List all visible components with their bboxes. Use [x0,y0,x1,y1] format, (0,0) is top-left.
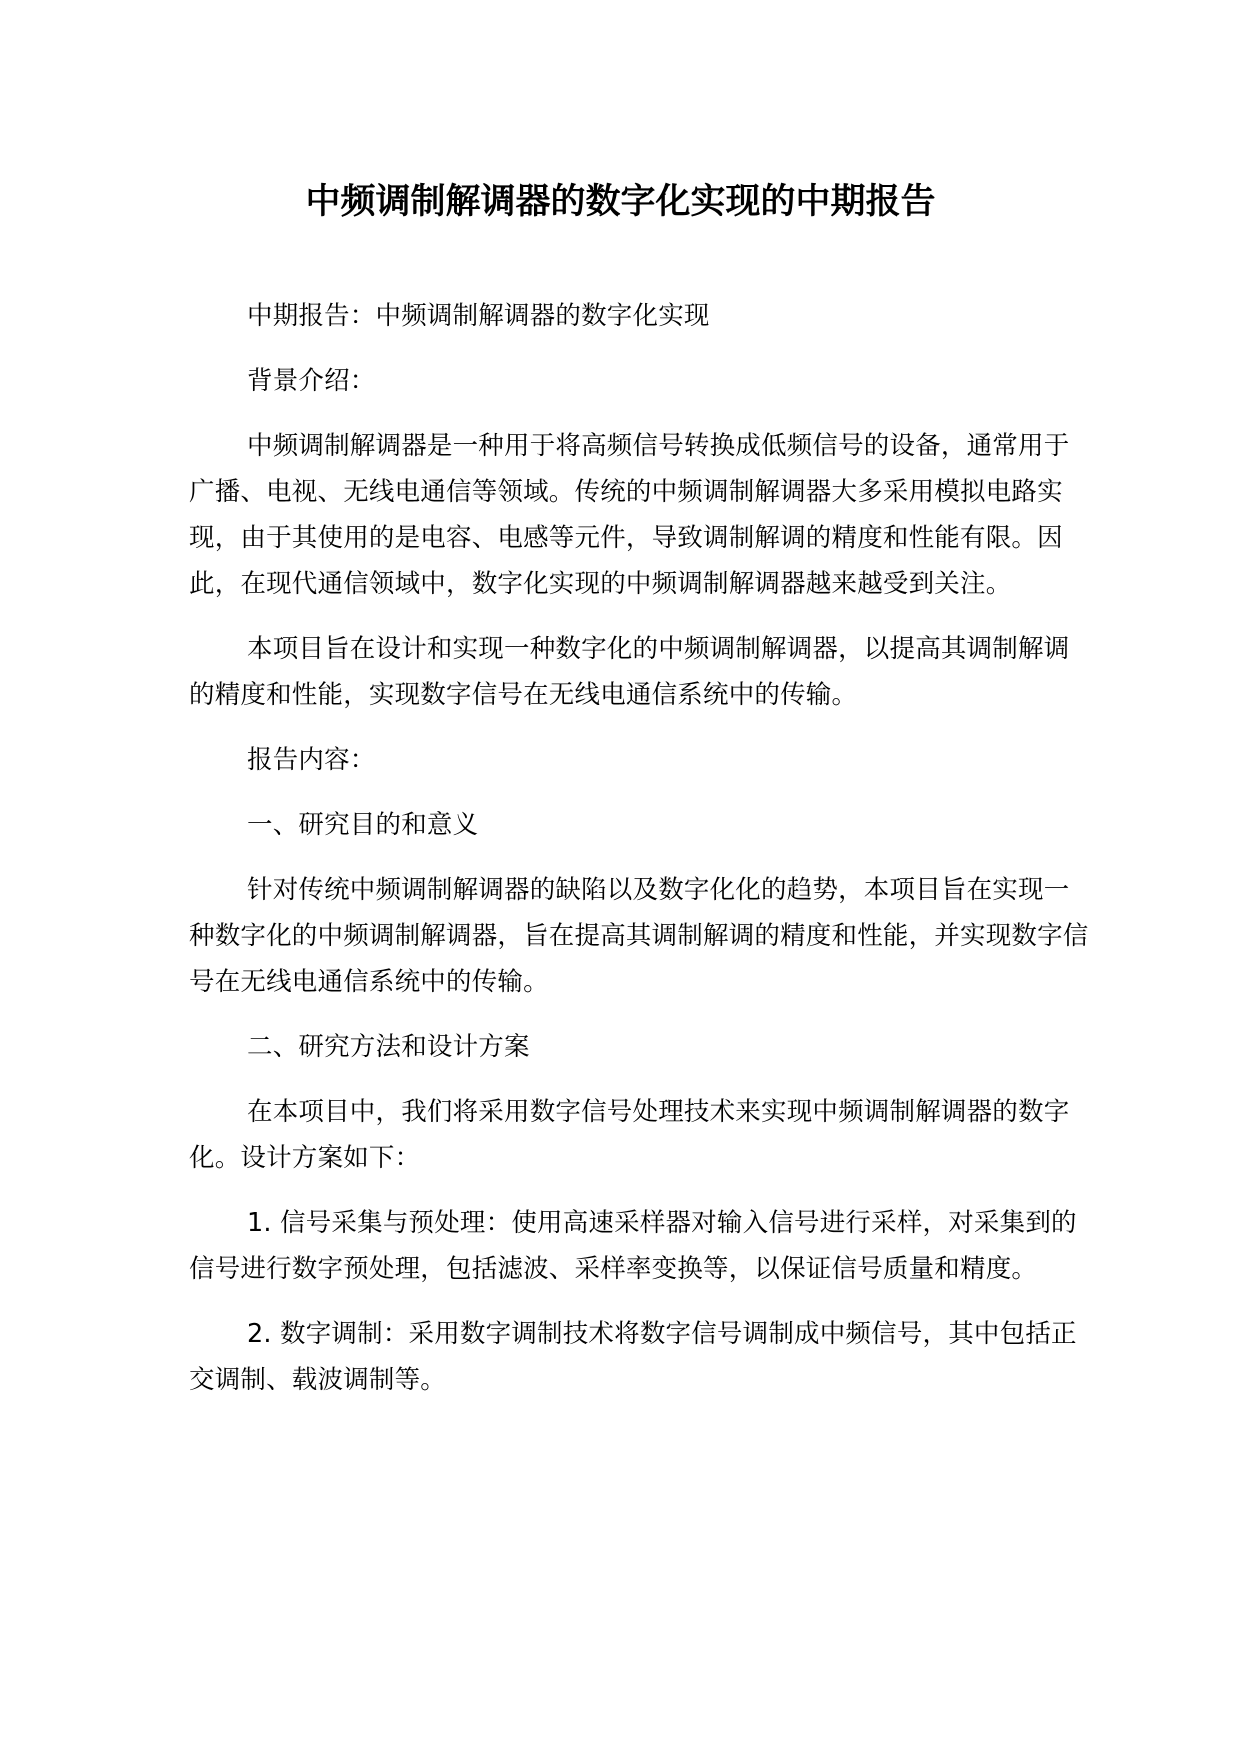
paragraph-project-goal: 本项目旨在设计和实现一种数字化的中频调制解调器，以提高其调制解调的精度和性能，实现数字信号在无线电通信系统中的传输。 [189,634,1070,710]
paragraph-content-label: 报告内容： [247,745,376,775]
paragraph-report-heading: 中期报告：中频调制解调器的数字化实现 [247,301,710,331]
section-heading-1: 一、研究目的和意义 [247,810,479,840]
list-item-1: 1. 信号采集与预处理：使用高速采样器对输入信号进行采样，对采集到的信号进行数字预处理，包括滤波、采样率变换等，以保证信号质量和精度。 [189,1208,1077,1284]
paragraph-background: 中频调制解调器是一种用于将高频信号转换成低频信号的设备，通常用于广播、电视、无线电通信等领域。传统的中频调制解调器大多采用模拟电路实现，由于其使用的是电容、电感等元件，导致调制解调的精度和性能有限。因此，在现代通信领域中，数字化实现的中频调制解调器越来越受到关注。 [189,431,1070,599]
document-title: 中频调制解调器的数字化实现的中期报告 [305,182,936,222]
section-heading-2: 二、研究方法和设计方案 [247,1032,530,1062]
paragraph-method: 在本项目中，我们将采用数字信号处理技术来实现中频调制解调器的数字化。设计方案如下： [189,1097,1070,1173]
document-body [189,293,1089,1403]
list-item-2: 2. 数字调制：采用数字调制技术将数字信号调制成中频信号，其中包括正交调制、载波调制等。 [189,1319,1077,1395]
paragraph-purpose: 针对传统中频调制解调器的缺陷以及数字化化的趋势，本项目旨在实现一种数字化的中频调制解调器，旨在提高其调制解调的精度和性能，并实现数字信号在无线电通信系统中的传输。 [189,875,1089,997]
paragraph-background-label: 背景介绍： [247,366,376,396]
